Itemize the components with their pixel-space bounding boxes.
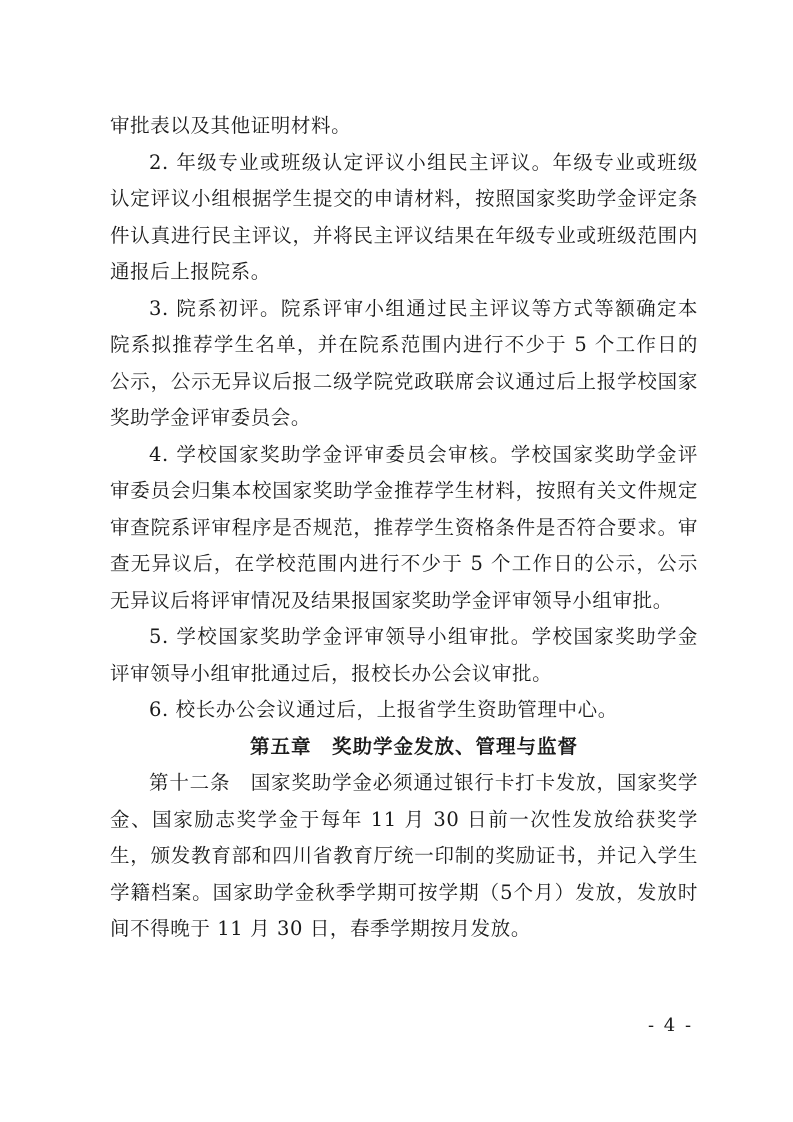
chapter-heading: 第五章 奖助学金发放、管理与监督 xyxy=(249,734,578,758)
document-body xyxy=(110,108,698,948)
paragraph-step-3: 3. 院系初评。院系评审小组通过民主评议等方式等额确定本院系拟推荐学生名单，并在院系范围内进行不少于 5 个工作日的公示，公示无异议后报二级学院党政联席会议通过后上报学校国家奖助学金评审委员会。 xyxy=(110,296,698,429)
paragraph-step-5: 5. 学校国家奖助学金评审领导小组审批。学校国家奖助学金评审领导小组审批通过后，报校长办公会议审批。 xyxy=(110,625,698,685)
paragraph-step-2: 2. 年级专业或班级认定评议小组民主评议。年级专业或班级认定评议小组根据学生提交的申请材料，按照国家奖助学金评定条件认真进行民主评议，并将民主评议结果在年级专业或班级范围内通报后上报院系。 xyxy=(110,150,698,283)
paragraph-continuation: 审批表以及其他证明材料。 xyxy=(110,114,352,137)
page-number: - 4 - xyxy=(648,1015,694,1036)
paragraph-article-12: 第十二条 国家奖助学金必须通过银行卡打卡发放，国家奖学金、国家励志奖学金于每年 11 月 30 日前一次性发放给获奖学生，颁发教育部和四川省教育厅统一印制的奖励证书，并记入学生学籍档案。国家助学金秋季学期可按学期（5个月）发放，发放时间不得晚于 11 月 30 日，春季学期按月发放。 xyxy=(110,771,698,940)
paragraph-step-6: 6. 校长办公会议通过后，上报省学生资助管理中心。 xyxy=(149,698,618,721)
paragraph-step-4: 4. 学校国家奖助学金评审委员会审核。学校国家奖助学金评审委员会归集本校国家奖助学金推荐学生材料，按照有关文件规定审查院系评审程序是否规范，推荐学生资格条件是否符合要求。审查无异议后，在学校范围内进行不少于 5 个工作日的公示，公示无异议后将评审情况及结果报国家奖助学金评审领导小组审批。 xyxy=(110,442,698,612)
